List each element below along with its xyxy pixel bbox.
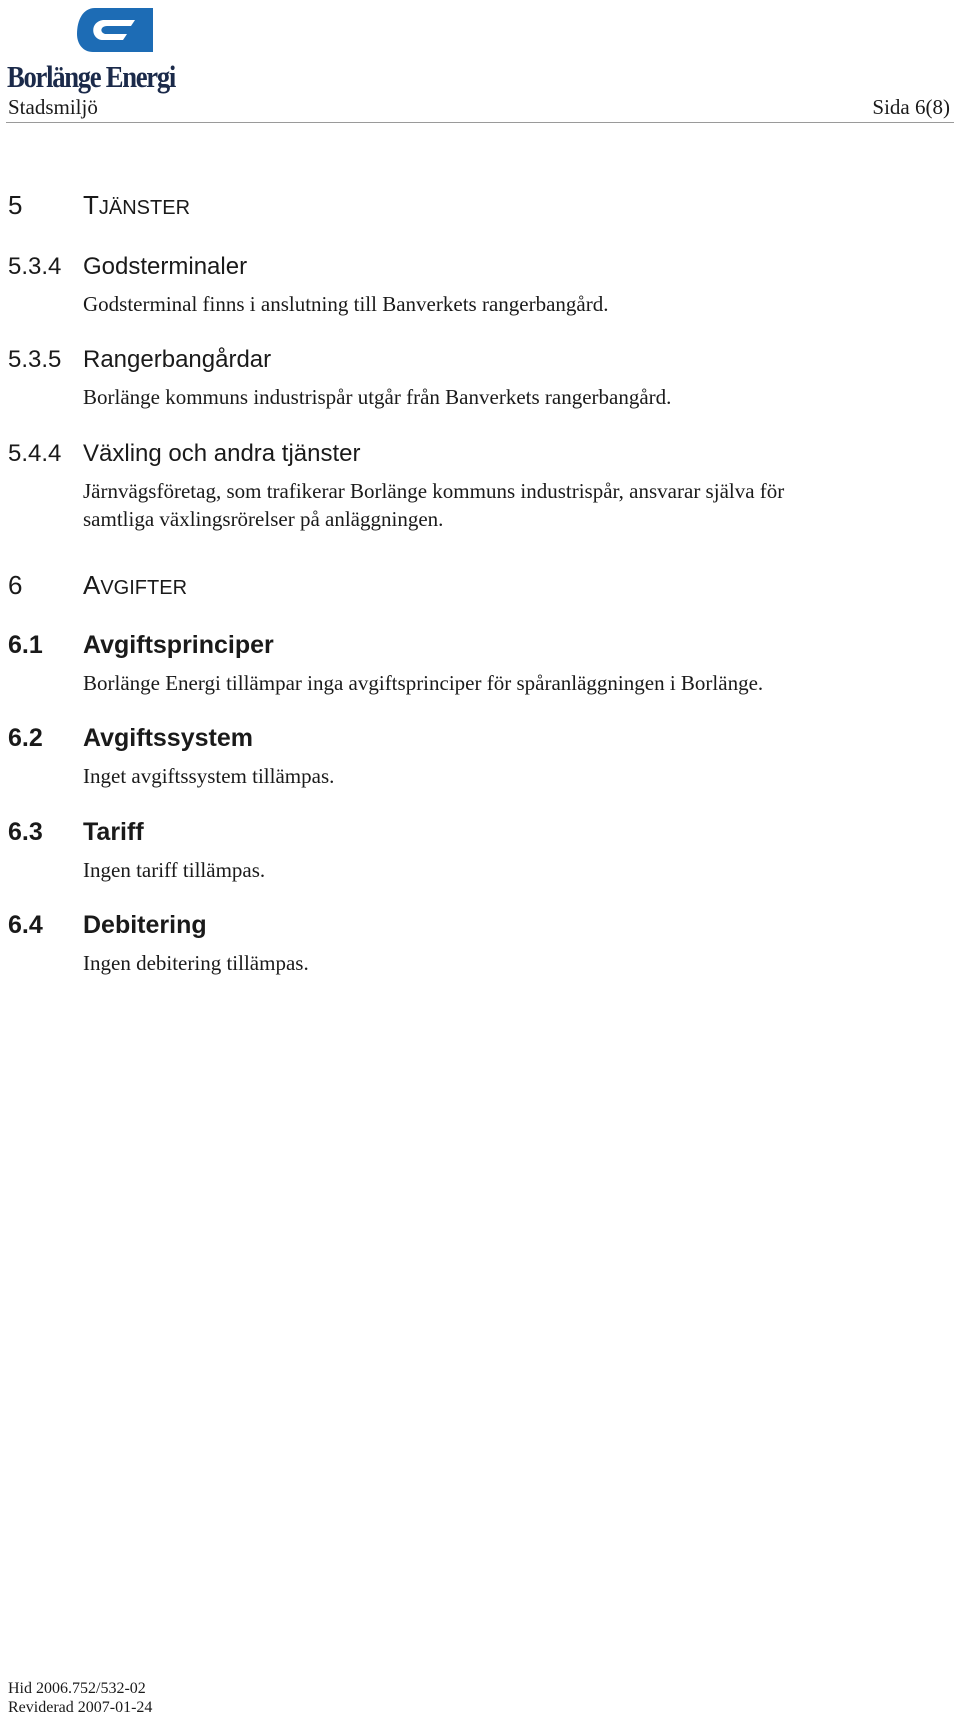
heading-title: Tariff bbox=[83, 818, 144, 846]
heading-section-5 bbox=[8, 190, 190, 221]
heading-number: 5.4.4 bbox=[8, 440, 62, 467]
heading-initial: A bbox=[83, 570, 101, 600]
heading-6-3 bbox=[8, 818, 144, 847]
borlange-energi-e-mark-icon bbox=[77, 6, 155, 56]
paragraph-6-3: Ingen tariff tillämpas. bbox=[83, 858, 266, 882]
heading-number: 6.4 bbox=[8, 911, 43, 939]
logo-wordmark: Borlänge Energi bbox=[7, 59, 176, 94]
header-page-number: Sida 6(8) bbox=[872, 95, 950, 119]
heading-rest: JÄNSTER bbox=[98, 197, 191, 219]
heading-title: Växling och andra tjänster bbox=[83, 440, 361, 467]
paragraph-6-2: Inget avgiftssystem tillämpas. bbox=[83, 764, 335, 788]
heading-number: 6 bbox=[8, 570, 23, 600]
heading-5-4-4 bbox=[8, 440, 361, 468]
heading-number: 6.1 bbox=[8, 631, 43, 659]
heading-number: 6.2 bbox=[8, 724, 43, 752]
header-divider bbox=[6, 122, 954, 123]
heading-initial: T bbox=[83, 190, 99, 220]
header-section-name: Stadsmiljö bbox=[8, 95, 98, 119]
paragraph-5-3-4: Godsterminal finns i anslutning till Banverkets rangerbangård. bbox=[83, 292, 609, 316]
heading-5-3-4 bbox=[8, 253, 247, 281]
heading-rest: VGIFTER bbox=[100, 577, 188, 599]
heading-number: 5.3.5 bbox=[8, 346, 62, 373]
heading-6-4 bbox=[8, 911, 207, 940]
paragraph-5-4-4-line-2: samtliga växlingsrörelser på anläggningen. bbox=[83, 507, 444, 531]
heading-number: 5 bbox=[8, 190, 23, 220]
heading-6-2 bbox=[8, 724, 253, 753]
heading-number: 5.3.4 bbox=[8, 253, 62, 280]
paragraph-5-3-5: Borlänge kommuns industrispår utgår från Banverkets rangerbangård. bbox=[83, 385, 672, 409]
footer-reference: Hid 2006.752/532-02 bbox=[8, 1680, 146, 1697]
paragraph-5-4-4-line-1: Järnvägsföretag, som trafikerar Borlänge kommuns industrispår, ansvarar själva för bbox=[83, 479, 785, 503]
heading-title: Debitering bbox=[83, 911, 207, 939]
heading-title: Rangerbangårdar bbox=[83, 346, 272, 373]
heading-title: Godsterminaler bbox=[83, 253, 248, 280]
paragraph-6-1: Borlänge Energi tillämpar inga avgiftsprinciper för spåranläggningen i Borlänge. bbox=[83, 671, 764, 695]
footer-revision-date: Reviderad 2007-01-24 bbox=[8, 1699, 153, 1716]
heading-5-3-5 bbox=[8, 346, 271, 374]
company-logo bbox=[7, 6, 176, 94]
paragraph-6-4: Ingen debitering tillämpas. bbox=[83, 951, 309, 975]
heading-6-1 bbox=[8, 631, 274, 660]
heading-title: Avgiftssystem bbox=[83, 724, 253, 752]
heading-number: 6.3 bbox=[8, 818, 43, 846]
heading-section-6 bbox=[8, 570, 187, 601]
heading-title: Avgiftsprinciper bbox=[83, 631, 274, 659]
